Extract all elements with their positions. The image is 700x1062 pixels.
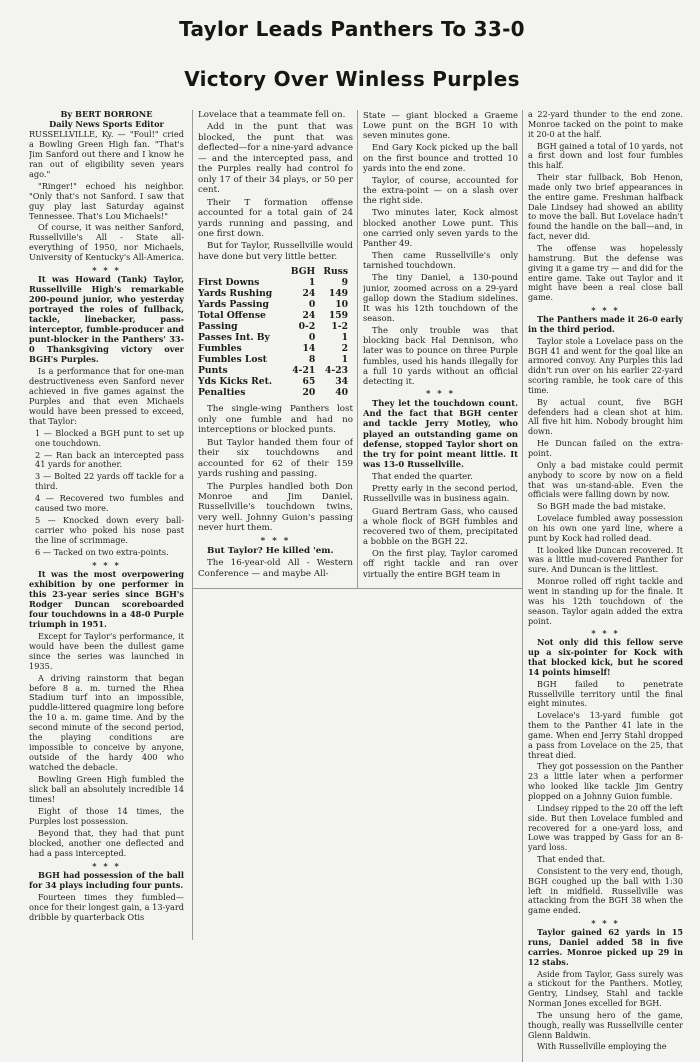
stats-row — [198, 277, 348, 288]
paragraph: Only a bad mistake could permit anybody to score by now on a field that was un-stand-able. Even the officials were falling down by now. — [528, 459, 683, 500]
list-item: 4 — Recovered two fumbles and caused two more. — [35, 493, 184, 514]
paragraph: Not only did this fellow serve up a six-pointer for Kock with that blocked kick, but he scored 14 points himself! — [528, 637, 683, 677]
stats-row — [198, 332, 348, 343]
column-rule — [522, 110, 523, 1062]
stat-russ: 9 — [341, 277, 348, 289]
paragraph: But for Taylor, Russellville would have done but very little better. — [198, 241, 353, 262]
section-break: * * * — [591, 305, 620, 316]
paragraph: Lovelace's 13-yard fumble got them to the Panther 41 late in the game. When end Jerry Stahl dropped a pass from Lovelace on the 25, that threat died. — [528, 710, 683, 760]
list-item: 5 — Knocked down every ball-carrier who poked his nose past the line of scrimmage. — [35, 515, 184, 546]
stat-bgh: 1 — [308, 277, 316, 289]
stat-bgh: 20 — [302, 387, 316, 399]
headline-line-2: Victory Over Winless Purples — [184, 67, 520, 91]
paragraph: BGH gained a total of 10 yards, not a first down and lost four fumbles this half. — [528, 140, 683, 171]
stats-header-cell — [198, 266, 283, 277]
paragraph: Pretty early in the second period, Russellville was in business again. — [363, 483, 518, 504]
article-column-1 — [29, 110, 184, 940]
stat-label: Punts — [198, 365, 228, 377]
paragraph: Taylor, of course, accounted for the extra-point — on a slash over the right side. — [363, 174, 518, 206]
article-column-4 — [528, 110, 683, 1062]
stat-label: Yards Passing — [198, 299, 269, 311]
paragraph: Their star fullback, Bob Henon, made only two brief appearances in the entire game. Freshman halfback Dale Lindsey had showed an ability to move the ball. But Lovelace hadn't found the handle on the ball—and, in fact, never did. — [528, 172, 683, 242]
stat-label: Passing — [198, 321, 238, 333]
paragraph: He Duncan failed on the extra-point. — [528, 438, 683, 458]
paragraph: It was the most overpowering exhibition by one performer in this 23-year series since BGH's Rodger Duncan scoreboarded four touchdowns in a 48-0 Purple triumph in 1951. — [29, 569, 184, 629]
stat-russ: 40 — [335, 387, 348, 399]
stat-russ: 34 — [335, 376, 348, 388]
stat-russ: 149 — [328, 288, 348, 300]
stat-russ: 1 — [341, 332, 348, 344]
stats-row — [198, 288, 348, 299]
paragraph: The Purples handled both Don Monroe and Jim Daniel, Russellville's touchdown twins, very well. Johnny Guion's passing never hurt them. — [198, 481, 353, 534]
section-break: * * * — [92, 860, 121, 871]
paragraph: "Ringer!" echoed his neighbor. "Only that's not Sanford. I saw that guy play last Saturday against Tennessee. That's Lou Michaels!" — [29, 180, 184, 221]
stat-russ: 4-23 — [325, 365, 348, 377]
stat-russ: 1-2 — [331, 321, 348, 333]
stats-row — [198, 376, 348, 387]
paragraph: Guard Bertram Gass, who caused a whole flock of BGH fumbles and recovered two of them, precipitated a bobble on the BGH 22. — [363, 505, 518, 547]
paragraph: On the first play, Taylor caromed off right tackle and ran over virtually the entire BGH team in — [363, 548, 518, 579]
paragraph: By actual count, five BGH defenders had a clean shot at him. All five hit him. Nobody brought him down. — [528, 396, 683, 437]
column-rule — [357, 110, 358, 588]
stat-label: Passes Int. By — [198, 332, 270, 344]
paragraph: They let the touchdown count. And the fact that BGH center and tackle Jerry Motley, who played an outstanding game on defense, stopped Taylor short on the try for point meant little. It was 13-0 Russellville. — [363, 398, 518, 469]
section-break: * * * — [591, 918, 620, 929]
stat-bgh: 8 — [308, 354, 316, 366]
stats-header-cell: BGH — [290, 266, 316, 278]
paragraph: Lovelace fumbled away possession on his own one yard line, where a punt by Kock had rolled dead. — [528, 513, 683, 543]
paragraph: Then came Russellville's only tarnished touchdown. — [363, 250, 518, 271]
paragraph: Fourteen times they fumbled—once for their longest gain, a 13-yard dribble by quarterback Otis — [29, 891, 184, 922]
paragraph: Consistent to the very end, though, BGH coughed up the ball with 1:30 left in midfield. Russellville was attacking from the BGH 38 when the game ended. — [528, 865, 683, 916]
stat-label: First Downs — [198, 277, 260, 289]
list-item: 2 — Ran back an intercepted pass 41 yards for another. — [35, 449, 184, 470]
section-break: * * * — [92, 560, 121, 571]
paragraph: BGH had possession of the ball for 34 plays including four punts. — [29, 869, 184, 890]
paragraph: The Panthers made it 26-0 early in the third period. — [528, 314, 683, 334]
paragraph: RUSSELLVILLE, Ky. — "Foul!" cried a Bowling Green High fan. "That's Jim Sanford out there and I know he ran out of eligibility seven years ago." — [29, 128, 184, 179]
paragraph: They got possession on the Panther 23 a little later when a performer who looked like tackle Jim Gentry plopped on a Johnny Guion fumble. — [528, 761, 683, 801]
stats-row — [198, 321, 348, 332]
paragraph: The offense was hopelessly hamstrung. But the defense was giving it a game try — and did for the entire game. Take out Taylor and it might have been a real close ball game. — [528, 242, 683, 303]
stat-bgh: 24 — [302, 310, 316, 322]
paragraph: Two minutes later, Kock almost blocked another Lowe punt. This one carried only seven yards to the Panther 49. — [363, 207, 518, 248]
paragraph: Except for Taylor's performance, it would have been the dullest game since the series was launched in 1935. — [29, 630, 184, 671]
headline — [12, 4, 692, 104]
stats-row — [198, 310, 348, 321]
stats-row — [198, 354, 348, 365]
paragraph: State — giant blocked a Graeme Lowe punt on the BGH 10 with seven minutes gone. — [363, 110, 518, 141]
article-bottom-rule — [193, 588, 522, 589]
paragraph: BGH failed to penetrate Russellville territory until the final eight minutes. — [528, 678, 683, 709]
article-column-2 — [198, 110, 353, 588]
stats-header-cell: Russ — [323, 266, 348, 278]
byline-title: Daily News Sports Editor — [49, 118, 164, 129]
stat-label: Penalties — [198, 387, 246, 399]
paragraph: The only trouble was that blocking back Hal Dennison, who later was to pounce on three Purple fumbles, used his hands illegally for a full 10 yards without an official detecting it. — [363, 325, 518, 386]
section-break: * * * — [92, 265, 121, 276]
paragraph: That ended that. — [537, 854, 606, 865]
paragraph: Taylor stole a Lovelace pass on the BGH 41 and went for the goal like an armored convoy. Any Purples this lad didn't run over on his earlier 22-yard scoring ramble, he took care of this time. — [528, 335, 683, 395]
headline-line-1: Taylor Leads Panthers To 33-0 — [179, 17, 525, 41]
stats-row — [198, 343, 348, 354]
stat-label: Yds Kicks Ret. — [198, 376, 273, 388]
paragraph: a 22-yard thunder to the end zone. Monroe tacked on the point to make it 20-0 at the half. — [528, 110, 683, 139]
stat-bgh: 24 — [302, 288, 316, 300]
paragraph: So BGH made the bad mistake. — [537, 501, 666, 512]
paragraph: Beyond that, they had that punt blocked, another one deflected and had a pass intercepted. — [29, 827, 184, 858]
stats-row — [198, 299, 348, 310]
paragraph: It was Howard (Tank) Taylor, Russellville High's remarkable 200-pound junior, who yesterday portrayed the roles of fullback, tackle, linebacker, pass-interceptor, fumble-producer and punt-blocker in the Panthers' 33-0 Thanksgiving victory over BGH's Purples. — [29, 274, 184, 364]
list-item: 3 — Bolted 22 yards off tackle for a third. — [35, 471, 184, 492]
stat-label: Fumbles — [198, 343, 242, 355]
stats-row — [198, 365, 348, 376]
column-rule — [192, 110, 193, 940]
paragraph: The single-wing Panthers lost only one fumble and had no interceptions or blocked punts. — [198, 404, 353, 436]
stat-bgh: 65 — [302, 376, 316, 388]
paragraph: It looked like Duncan recovered. It was a little mud-covered Panther for sure. And Duncan is the littlest. — [528, 544, 683, 575]
stat-russ: 10 — [335, 299, 348, 311]
stat-bgh: 0 — [308, 299, 316, 311]
paragraph: That ended the quarter. — [372, 471, 473, 482]
game-stats-table — [198, 266, 348, 398]
stat-russ: 159 — [328, 310, 348, 322]
paragraph: The tiny Daniel, a 130-pound junior, zoomed across on a 29-yard gallop down the Stadium sidelines. It was his 12th touchdown of the season. — [363, 272, 518, 323]
byline-author: By BERT BORRONE — [60, 110, 153, 119]
paragraph: But Taylor? He killed 'em. — [207, 545, 334, 556]
paragraph: Add in the punt that was blocked, the punt that was deflected—for a nine-yard advance — and the intercepted pass, and the Purples really had control fo only 17 of their 34 plays, or 50 per cent. — [198, 122, 353, 196]
paragraph: Is a performance that for one-man destructiveness even Sanford never achieved in five games against the Purples and that even Michaels would have been pressed to exceed, that Taylor: — [29, 365, 184, 426]
paragraph: Lindsey ripped to the 20 off the left side. But then Lovelace fumbled and recovered for a one-yard loss, and Lowe was trapped by Gass for an 8-yard loss. — [528, 802, 683, 853]
stat-russ: 1 — [341, 354, 348, 366]
paragraph: Monroe rolled off right tackle and went in standing up for the finale. It was his 12th touchdown of the season. Taylor again added the extra point. — [528, 576, 683, 626]
article-column-3 — [363, 110, 518, 588]
stats-header-row — [198, 266, 348, 277]
section-break: * * * — [426, 388, 455, 399]
stat-bgh: 0-2 — [298, 321, 316, 333]
list-item: 1 — Blocked a BGH punt to set up one touchdown. — [35, 427, 184, 448]
paragraph: Eight of those 14 times, the Purples lost possession. — [29, 805, 184, 826]
stat-bgh: 0 — [308, 332, 316, 344]
paragraph: The 16-year-old All - Western Conference — and maybe All- — [198, 558, 353, 579]
section-break: * * * — [591, 628, 620, 639]
paragraph: Bowling Green High fumbled the slick ball an absolutely incredible 14 times! — [29, 774, 184, 804]
stats-row — [198, 387, 348, 398]
stat-russ: 2 — [341, 343, 348, 355]
section-break: * * * — [260, 535, 291, 546]
paragraph: The unsung hero of the game, though, really was Russellville center Glenn Baldwin. — [528, 1009, 683, 1040]
paragraph: But Taylor handed them four of their six touchdowns and accounted for 62 of their 159 yards rushing and passing. — [198, 437, 353, 480]
list-item: 6 — Tacked on two extra-points. — [35, 547, 169, 558]
paragraph: Aside from Taylor, Gass surely was a stickout for the Panthers. Motley, Gentry, Lindsey, Stahl and tackle Norman Jones excelled for BGH. — [528, 968, 683, 1009]
paragraph: Taylor gained 62 yards in 15 runs, Daniel added 58 in five carries. Monroe picked up 29 in 12 stabs. — [528, 927, 683, 967]
stat-label: Yards Rushing — [198, 288, 273, 300]
stat-label: Fumbles Lost — [198, 354, 267, 366]
paragraph: Of course, it was neither Sanford, Russellville's All - State all-everything of 1950, nor Michaels, University of Kentucky's All-America. — [29, 222, 184, 263]
paragraph: With Russellville employing the — [537, 1041, 667, 1052]
paragraph: Their T formation offense accounted for a total gain of 24 yards running and passing, and one first down. — [198, 197, 353, 239]
stat-label: Total Offense — [198, 310, 266, 322]
paragraph: End Gary Kock picked up the ball on the first bounce and trotted 10 yards into the end zone. — [363, 142, 518, 173]
paragraph: Lovelace that a teammate fell on. — [198, 110, 346, 120]
paragraph: A driving rainstorm that began before 8 a. m. turned the Rhea Stadium turf into an impossible, puddle-littered quagmire long before the 10 a. m. game time. And by the second minute of the second period, the playing conditions are impossible to conceive by anyone, outside of the hardy 400 who watched the debacle. — [29, 672, 184, 773]
stat-bgh: 14 — [302, 343, 316, 355]
stat-bgh: 4-21 — [292, 365, 316, 377]
